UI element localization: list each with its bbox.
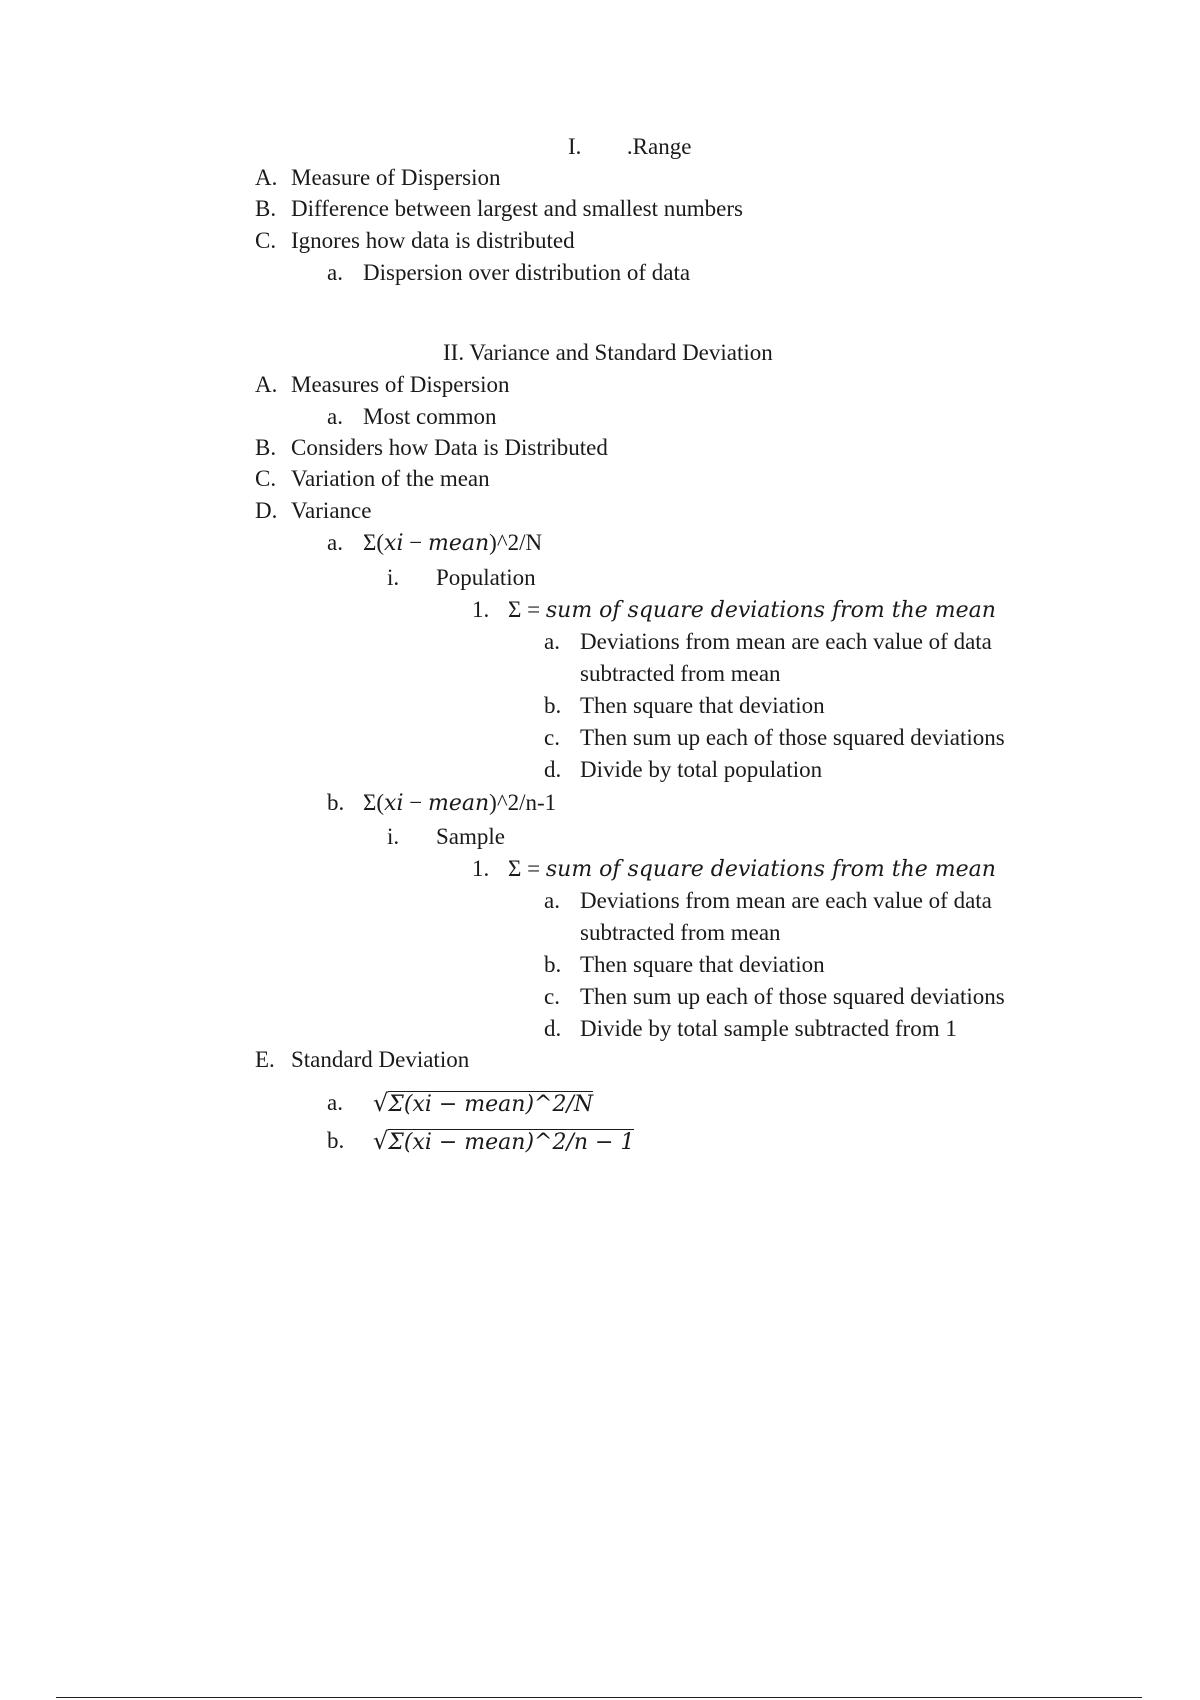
list-marker: 1.: [472, 597, 490, 622]
radical-icon: √: [373, 1127, 389, 1155]
list-marker: a.: [327, 1090, 343, 1115]
sigma-symbol: Σ(: [363, 530, 385, 555]
list-item-text: Divide by total population: [580, 757, 823, 782]
list-item-text: Measure of Dispersion: [291, 165, 501, 190]
list-item-text: Variance: [291, 498, 372, 523]
formula-tail: )^2/N: [489, 530, 543, 555]
list-marker: c.: [544, 725, 560, 750]
sigma-meaning: sum of square deviations from the mean: [545, 598, 996, 623]
list-marker: B.: [255, 196, 277, 221]
list-marker: B.: [255, 435, 277, 460]
list-marker: 1.: [472, 856, 490, 881]
list-item-text: Deviations from mean are each value of data: [580, 629, 992, 654]
radicand: Σ(xi − mean)^2/n − 1: [388, 1130, 635, 1155]
population-formula: [363, 528, 542, 559]
section-2-heading: II. Variance and Standard Deviation: [443, 340, 773, 365]
list-item-text: Most common: [363, 404, 497, 429]
list-marker: b.: [327, 1128, 345, 1153]
list-item-text: Then square that deviation: [580, 952, 825, 977]
list-marker: C.: [255, 466, 277, 491]
section-1-numeral: I.: [568, 134, 582, 159]
list-item-text: Dispersion over distribution of data: [363, 260, 691, 285]
formula-operator: −: [403, 530, 428, 555]
list-marker: a.: [544, 888, 560, 913]
sigma-meaning: sum of square deviations from the mean: [545, 857, 996, 882]
list-marker: d.: [544, 757, 562, 782]
sigma-symbol: Σ =: [508, 597, 546, 622]
list-marker: i.: [387, 824, 400, 849]
list-item-text: Considers how Data is Distributed: [291, 435, 608, 460]
list-item-text: Then sum up each of those squared deviations: [580, 984, 1005, 1009]
radical-icon: √: [373, 1089, 389, 1117]
formula-variable: xi: [384, 531, 404, 556]
list-marker: b.: [544, 952, 562, 977]
list-marker: D.: [255, 498, 278, 523]
list-item-text: Measures of Dispersion: [291, 372, 510, 397]
sigma-symbol: Σ =: [508, 856, 546, 881]
formula-variable: xi: [384, 791, 404, 816]
list-item-text: Divide by total sample subtracted from 1: [580, 1016, 957, 1041]
list-marker: i.: [387, 565, 400, 590]
list-marker: A.: [255, 372, 278, 397]
list-marker: b.: [327, 790, 345, 815]
list-item-text: Deviations from mean are each value of data: [580, 888, 992, 913]
list-item-text: Population: [436, 565, 536, 590]
list-item-text: Then square that deviation: [580, 693, 825, 718]
sigma-symbol: Σ(: [363, 790, 385, 815]
formula-operator: −: [403, 790, 428, 815]
list-marker: a.: [327, 530, 343, 555]
footer-rule: [56, 1697, 1142, 1698]
list-item-text: Standard Deviation: [291, 1047, 470, 1072]
list-marker: b.: [544, 693, 562, 718]
square-root-expression: [373, 1124, 634, 1160]
formula-variable: mean: [427, 791, 490, 816]
list-item-text: Then sum up each of those squared deviations: [580, 725, 1005, 750]
list-marker: C.: [255, 228, 277, 253]
list-marker: a.: [327, 260, 343, 285]
list-item-text: Sample: [436, 824, 505, 849]
list-item-text: Difference between largest and smallest numbers: [291, 196, 743, 221]
section-1-heading: [568, 132, 691, 162]
radicand: Σ(xi − mean)^2/N: [388, 1092, 594, 1117]
list-marker: a.: [327, 404, 343, 429]
sd-population-formula: [373, 1086, 593, 1122]
list-item-text: subtracted from mean: [580, 920, 781, 945]
sample-formula: [363, 788, 556, 819]
formula-variable: mean: [427, 531, 490, 556]
list-marker: d.: [544, 1016, 562, 1041]
list-marker: E.: [255, 1047, 275, 1072]
square-root-expression: [373, 1086, 593, 1122]
list-item-text: Ignores how data is distributed: [291, 228, 575, 253]
sigma-definition-text: [508, 854, 996, 885]
list-marker: c.: [544, 984, 560, 1009]
sigma-definition-text: [508, 595, 996, 626]
list-marker: a.: [544, 629, 560, 654]
list-item-text: Variation of the mean: [291, 466, 490, 491]
list-item-text: subtracted from mean: [580, 661, 781, 686]
section-1-title: .Range: [626, 134, 692, 159]
formula-tail: )^2/n-1: [489, 790, 557, 815]
sd-sample-formula: [373, 1124, 634, 1160]
list-marker: A.: [255, 165, 278, 190]
